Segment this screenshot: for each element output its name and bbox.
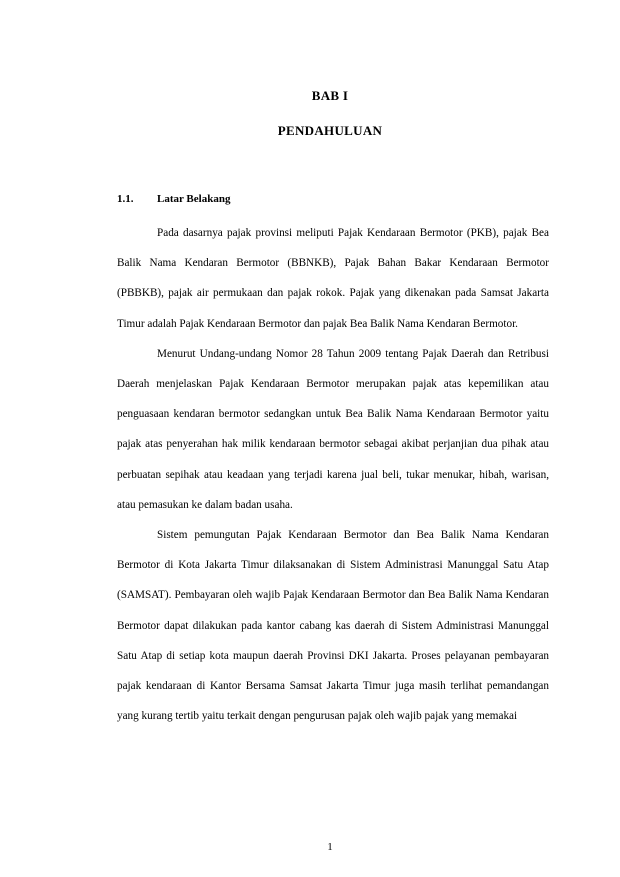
section-heading: [117, 193, 230, 205]
section-title: Latar Belakang: [157, 193, 231, 205]
section-number: 1.1.: [117, 193, 134, 205]
paragraph: Pada dasarnya pajak provinsi meliputi Pajak Kendaraan Bermotor (PKB), pajak Bea Balik Nama Kendaran Bermotor (BBNKB), Pajak Bahan Bakar Kendaraan Bermotor (PBBKB), pajak air permukaan dan pajak rokok. Pajak yang dikenakan pada Samsat Jakarta Timur adalah Pajak Kendaraan Bermotor dan pajak Bea Balik Nama Kendaran Bermotor.: [117, 227, 549, 330]
chapter-number: BAB I: [311, 88, 349, 103]
body-text: [117, 218, 549, 731]
paragraph: Sistem pemungutan Pajak Kendaraan Bermotor dan Bea Balik Nama Kendaran Bermotor di Kota Jakarta Timur dilaksanakan di Sistem Administrasi Manunggal Satu Atap (SAMSAT). Pembayaran oleh wajib Pajak Kendaraan Bermotor dan Bea Balik Nama Kendaran Bermotor dapat dilakukan pada kantor cabang kas daerah di Sistem Administrasi Manunggal Satu Atap di setiap kota maupun daerah Provinsi DKI Jakarta. Proses pelayanan pembayaran pajak kendaraan di Kantor Bersama Samsat Jakarta Timur juga masih terlihat pemandangan yang kurang tertib yaitu terkait dengan pengurusan pajak oleh wajib pajak yang memakai: [117, 529, 549, 723]
paragraph: Menurut Undang-undang Nomor 28 Tahun 2009 tentang Pajak Daerah dan Retribusi Daerah menjelaskan Pajak Kendaraan Bermotor merupakan pajak atas kepemilikan atau penguasaan kendaran bermotor sedangkan untuk Bea Balik Nama Kendaraan Bermotor yaitu pajak atas penyerahan hak milik kendaraan bermotor sebagai akibat perjanjian dua pihak atau perbuatan sepihak atau keadaan yang terjadi karena jual beli, tukar menukar, hibah, warisan, atau pemasukan ke dalam badan usaha.: [117, 347, 549, 511]
page-number: 1: [327, 841, 333, 853]
chapter-title: PENDAHULUAN: [277, 123, 383, 138]
